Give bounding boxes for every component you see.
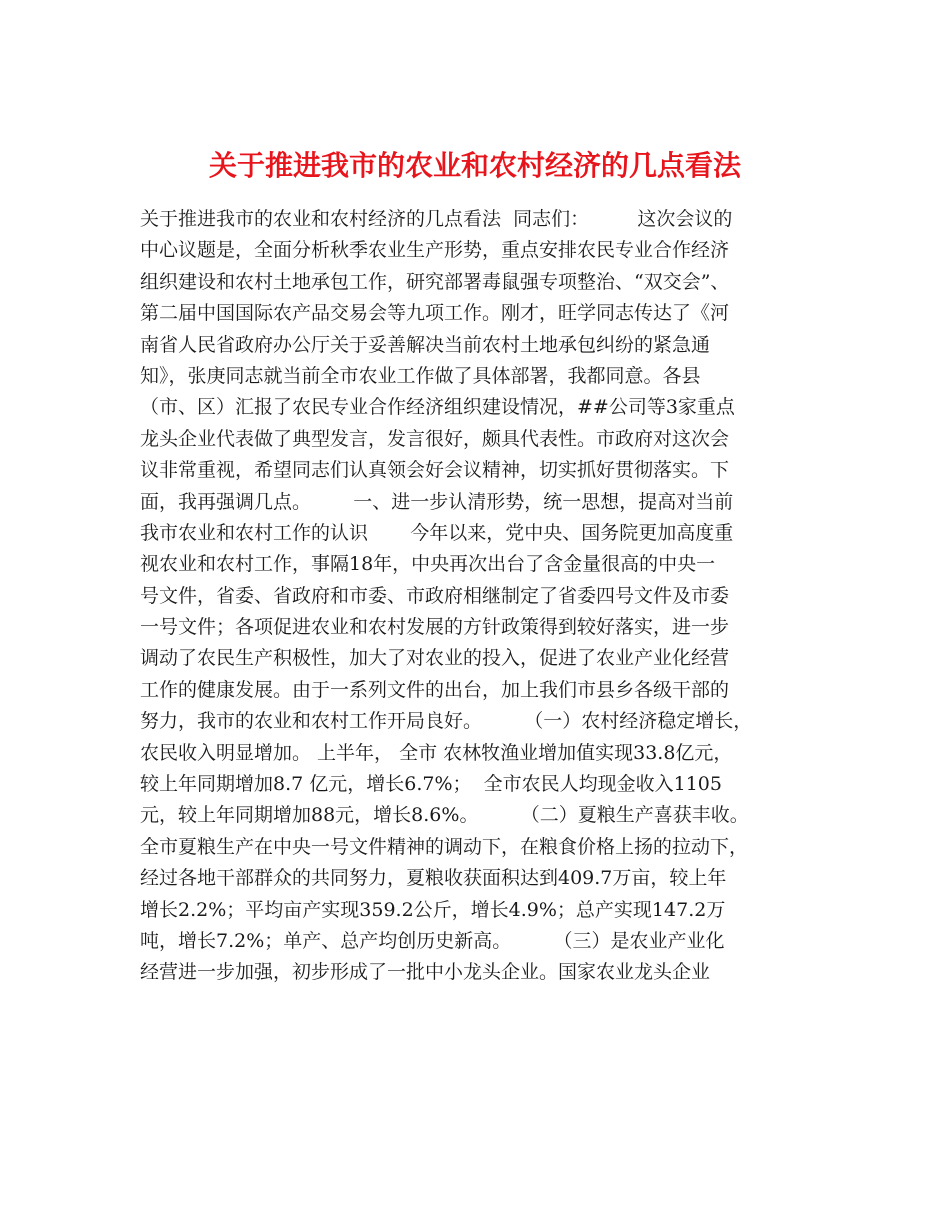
- body-line: 议非常重视，希望同志们认真领会好会议精神，切实抓好贯彻落实。下: [140, 459, 730, 482]
- body-line: 全市夏粮生产在中央一号文件精神的调动下，在粮食价格上扬的拉动下，: [140, 835, 749, 858]
- body-line: 南省人民省政府办公厅关于妥善解决当前农村土地承包纠纷的紧急通: [140, 333, 711, 356]
- body-line: 一号文件；各项促进农业和农村发展的方针政策得到较好落实，进一步: [140, 616, 730, 639]
- body-line: 龙头企业代表做了典型发言，发言很好，颇具代表性。市政府对这次会: [140, 427, 730, 450]
- body-line: 关于推进我市的农业和农村经济的几点看法 同志们： 这次会议的: [140, 208, 733, 230]
- body-line: 知》，张庚同志就当前全市农业工作做了具体部署，我都同意。各县: [140, 364, 701, 387]
- body-line: 经过各地干部群众的共同努力，夏粮收获面积达到409.7万亩，较上年: [140, 867, 727, 890]
- body-line: 吨，增长7.2%；单产、总产均创历史新高。 （三）是农业产业化: [140, 929, 725, 952]
- body-line: 调动了农民生产积极性，加大了对农业的投入，促进了农业产业化经营: [140, 647, 730, 670]
- body-line: 号文件，省委、省政府和市委、市政府相继制定了省委四号文件及市委: [140, 584, 730, 607]
- body-line: 经营进一步加强，初步形成了一批中小龙头企业。国家农业龙头企业: [140, 961, 711, 984]
- document-body: [140, 204, 830, 989]
- body-line: 农民收入明显增加。 上半年， 全市 农林牧渔业增加值实现33.8亿元，: [140, 741, 733, 764]
- body-line: （市、区）汇报了农民专业合作经济组织建设情况，##公司等3家重点: [140, 396, 735, 419]
- body-line: 工作的健康发展。由于一系列文件的出台，加上我们市县乡各级干部的: [140, 678, 730, 701]
- body-line: 努力，我市的农业和农村工作开局良好。 （一）农村经济稳定增长，: [140, 710, 753, 733]
- body-line: 面，我再强调几点。 一、进一步认清形势，统一思想，提高对当前: [140, 490, 734, 513]
- body-line: 中心议题是，全面分析秋季农业生产形势，重点安排农民专业合作经济: [140, 239, 730, 262]
- body-line: 我市农业和农村工作的认识 今年以来，党中央、国务院更加高度重: [140, 521, 734, 544]
- body-line: 第二届中国国际农产品交易会等九项工作。刚才，旺学同志传达了《河: [140, 302, 730, 325]
- document-title: 关于推进我市的农业和农村经济的几点看法: [208, 148, 741, 182]
- body-line: 元，较上年同期增加88元，增长8.6%。 （二）夏粮生产喜获丰收。: [140, 804, 749, 827]
- body-line: 组织建设和农村土地承包工作，研究部署毒鼠强专项整治、“双交会”、: [140, 270, 730, 293]
- body-line: 增长2.2%；平均亩产实现359.2公斤，增长4.9%；总产实现147.2万: [140, 898, 726, 921]
- body-line: 视农业和农村工作，事隔18年，中央再次出台了含金量很高的中央一: [140, 553, 716, 576]
- body-line: 较上年同期增加8.7 亿元，增长6.7%； 全市农民人均现金收入1105: [140, 773, 722, 796]
